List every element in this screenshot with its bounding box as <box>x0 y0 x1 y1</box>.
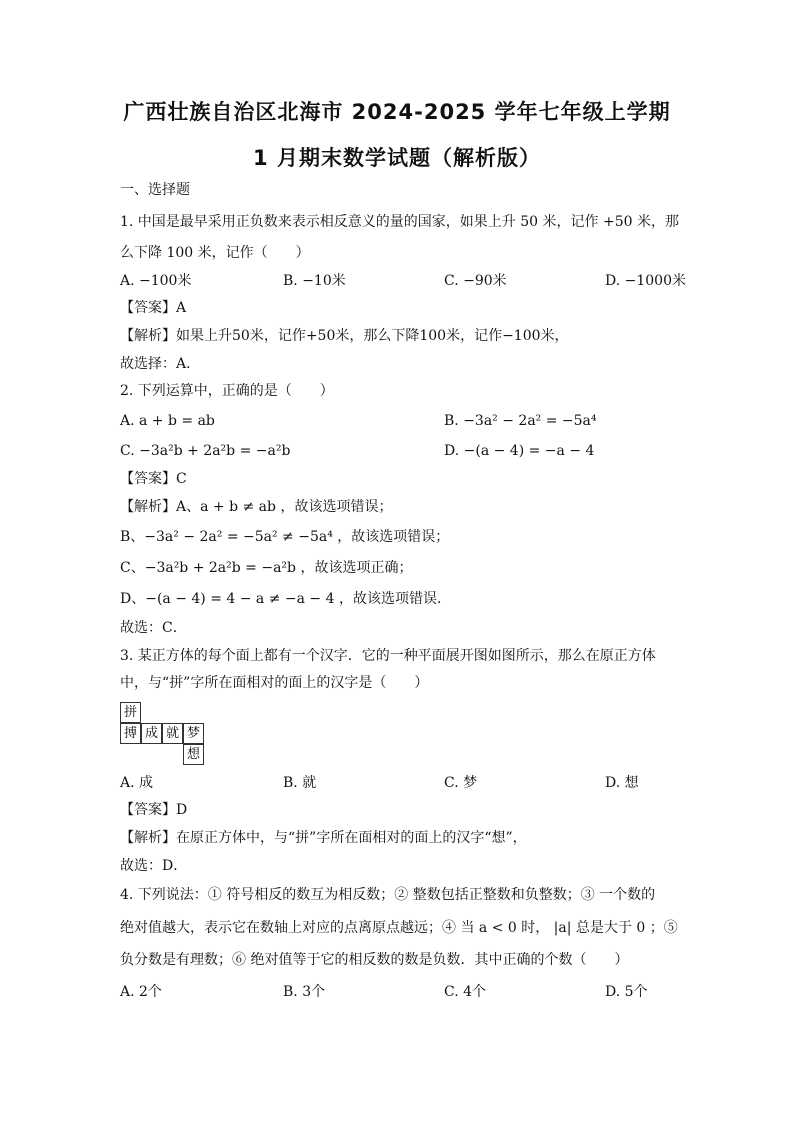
net-cell-bo: 搏 <box>120 723 141 744</box>
q1-option-b: B. −10米 <box>283 273 346 289</box>
q1-option-a: A. −100米 <box>120 273 192 289</box>
q4-option-b: B. 3个 <box>283 984 326 1000</box>
q2-analysis-line1: 【解析】A、a + b ≠ ab ，故该选项错误； <box>120 499 393 515</box>
q3-analysis: 【解析】在原正方体中，与“拼”字所在面相对的面上的汉字“想”， <box>120 830 527 846</box>
q4-text-line1: 4. 下列说法：① 符号相反的数互为相反数；② 整数包括正整数和负整数；③ 一个数的 <box>120 887 656 903</box>
q2-answer: 【答案】C <box>120 471 187 487</box>
q3-option-c: C. 梦 <box>444 775 478 791</box>
q2-analysis-line3: C、−3a²b + 2a²b = −a²b ，故该选项正确； <box>120 560 413 576</box>
document-title-line2: 1 月期末数学试题（解析版） <box>253 146 541 170</box>
q2-option-c: C. −3a²b + 2a²b = −a²b <box>120 443 291 459</box>
q2-text: 2. 下列运算中，正确的是（ ） <box>120 383 334 399</box>
q3-text-line1: 3. 某正方体的每个面上都有一个汉字．它的一种平面展开图如图所示，那么在原正方体 <box>120 648 656 664</box>
q1-option-d: D. −1000米 <box>605 273 686 289</box>
q1-text-line1: 1. 中国是最早采用正负数来表示相反意义的量的国家，如果上升 50 米，记作 +50 米，那 <box>120 214 679 230</box>
q3-option-d: D. 想 <box>605 775 639 791</box>
q4-option-c: C. 4个 <box>444 984 487 1000</box>
q2-conclusion: 故选：C． <box>120 620 187 636</box>
q4-option-d: D. 5个 <box>605 984 648 1000</box>
net-cell-pin: 拼 <box>120 702 141 723</box>
net-cell-xiang: 想 <box>183 744 204 765</box>
net-cell-cheng: 成 <box>141 723 162 744</box>
q2-analysis-line2: B、−3a² − 2a² = −5a² ≠ −5a⁴ ，故该选项错误； <box>120 529 450 545</box>
q3-conclusion: 故选：D． <box>120 858 188 874</box>
q4-text-line3: 负分数是有理数；⑥ 绝对值等于它的相反数的数是负数．其中正确的个数（ ） <box>120 952 629 968</box>
q2-option-b: B. −3a² − 2a² = −5a⁴ <box>444 413 597 429</box>
q1-text-line2: 么下降 100 米，记作（ ） <box>120 245 310 261</box>
document-title-line1: 广西壮族自治区北海市 2024-2025 学年七年级上学期 <box>123 100 671 124</box>
q3-option-b: B. 就 <box>283 775 317 791</box>
q3-text-line2: 中，与“拼”字所在面相对的面上的汉字是（ ） <box>120 675 429 691</box>
q1-answer: 【答案】A <box>120 300 187 316</box>
q4-option-a: A. 2个 <box>120 984 162 1000</box>
net-cell-meng: 梦 <box>183 723 204 744</box>
q3-answer: 【答案】D <box>120 802 188 818</box>
q2-analysis-line4: D、−(a − 4) = 4 − a ≠ −a − 4 ，故该选项错误． <box>120 591 451 607</box>
section-heading: 一、选择题 <box>120 182 190 198</box>
q3-option-a: A. 成 <box>120 775 154 791</box>
q2-option-d: D. −(a − 4) = −a − 4 <box>444 443 595 459</box>
net-cell-jiu: 就 <box>162 723 183 744</box>
q1-conclusion: 故选择：A． <box>120 356 201 372</box>
q4-text-line2: 绝对值越大，表示它在数轴上对应的点离原点越远；④ 当 a < 0 时， |a| 总是大于 0 ；⑤ <box>120 920 678 936</box>
q1-option-c: C. −90米 <box>444 273 507 289</box>
q2-option-a: A. a + b = ab <box>120 413 215 429</box>
q1-analysis: 【解析】如果上升50米，记作+50米，那么下降100米，记作−100米， <box>120 328 569 344</box>
